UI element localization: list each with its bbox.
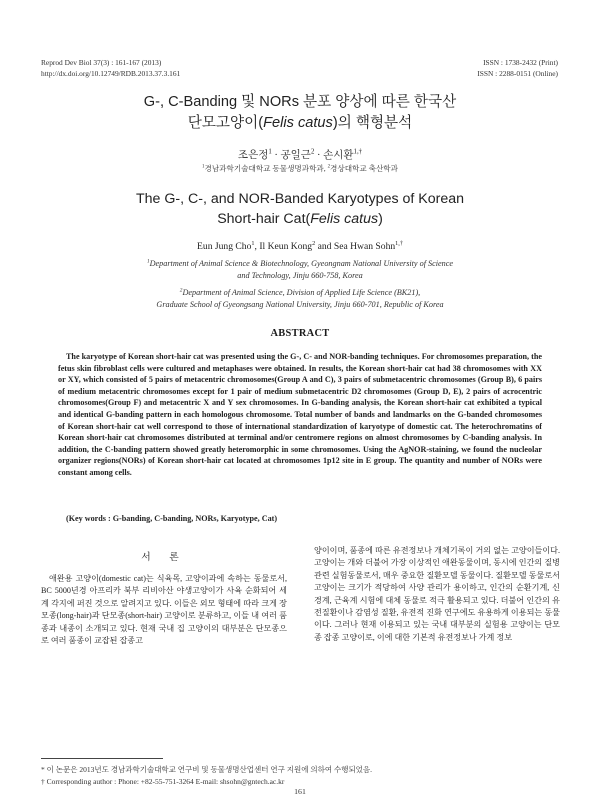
affiliation-en-2: and Technology, Jinju 660-758, Korea bbox=[237, 271, 363, 280]
aff-ko-text1: 경남과학기술대학교 동물생명과학과, bbox=[204, 164, 326, 173]
intro-left-column: 애완용 고양이(domestic cat)는 식육목, 고양이과에 속하는 동물로서, BC 5000년경 아프리카 북부 리비아산 야생고양이가 사육 순화되어 세계 각지에 퍼진 것으로 알려지고 있다. 이들은 외모 형태에 따라 크게 장모종(long-hair)과 단모종(short-hair) 고양이로 분류하고, 이들 내 여러 품종과 내종이 소개되고 있다. 현재 국내 집 고양이의 대부분은 단모종으로 여러 품종이 교잡된 잡종고 bbox=[41, 574, 287, 646]
author-en-1-sup: 1 bbox=[251, 239, 255, 247]
issn-online: ISSN : 2288-0151 (Online) bbox=[477, 68, 558, 78]
aff-en-line3: Department of Animal Science, Division of Applied Life Science (BK21), bbox=[182, 288, 421, 297]
title-ko-line2-pre: 단모고양이( bbox=[187, 115, 264, 131]
aff-en-sup1: 1 bbox=[146, 258, 150, 265]
author-en-3-sup: 1,† bbox=[395, 239, 403, 247]
author-en-and: and bbox=[315, 241, 334, 252]
journal-citation: Reprod Dev Biol 37(3) : 161-167 (2013) bbox=[41, 58, 162, 67]
aff-en-line1: Department of Animal Science & Biotechnology, Gyeongnam National University of Science bbox=[149, 259, 454, 268]
footnote-divider bbox=[41, 758, 163, 759]
issn-print: ISSN : 1738-2432 (Print) bbox=[483, 58, 558, 67]
title-en-line2-post: ) bbox=[378, 211, 383, 227]
author-ko-2: 공일근 bbox=[280, 150, 311, 161]
aff-en-sup2: 2 bbox=[179, 287, 183, 294]
aff-ko-sup1: 1 bbox=[202, 164, 205, 170]
intro-heading: 서 론 bbox=[141, 552, 187, 563]
title-ko-species: Felis catus bbox=[263, 115, 333, 131]
abstract-heading: ABSTRACT bbox=[270, 328, 330, 339]
author-en-1: Eun Jung Cho bbox=[197, 241, 252, 252]
footnote-funding: * 이 논문은 2013년도 경남과학기술대학교 연구비 및 동물생명산업센터 연구 지원에 의하여 수행되었음. bbox=[41, 765, 373, 774]
intro-right-column: 양이이며, 품종에 따른 유전정보나 개체기록이 거의 없는 고양이들이다. 고양이는 개와 더불어 가장 이상적인 애완동물이며, 동시에 인간의 질병 관련 실험동물로서, 매우 중요한 질환모델 동물이다. 질환모델 동물로서 고양이는 크기가 적당하여 사양 관리가 용이하고, 인간의 순환기계, 신경계, 근육계 시험에 대체 동물로 적극 활용되고 있다. 더불어 인간의 유전질환이나 감염성 질환, 유전적 진화 연구에도 유용하게 이용되는 동물이다. 그러나 현재 이용되고 있는 국내 대부분의 실험용 고양이는 단모종 잡종 고양이로, 이에 대한 기본적 유전정보나 가계 정보 bbox=[314, 546, 560, 642]
affiliation-en-4: Graduate School of Gyeongsang National University, Jinju 660-701, Republic of Korea bbox=[156, 300, 444, 309]
author-en-2-sup: 2 bbox=[312, 239, 316, 247]
affiliation-ko bbox=[0, 163, 600, 174]
author-ko-1: 조은정 bbox=[237, 150, 269, 161]
keywords: (Key words : G-banding, C-banding, NORs, Karyotype, Cat) bbox=[66, 514, 278, 523]
author-ko-3-sup: 1,† bbox=[353, 148, 363, 156]
author-ko-2-sup: 2 bbox=[310, 148, 315, 156]
author-en-2: Il Keun Kong bbox=[259, 241, 313, 252]
authors-ko bbox=[0, 147, 600, 162]
title-ko-line1: G-, C-Banding 및 NORs 분포 양상에 따른 한국산 bbox=[143, 94, 457, 110]
footnote-corresponding: † Corresponding author : Phone: +82-55-751-3264 E-mail: shsohn@gntech.ac.kr bbox=[41, 777, 285, 786]
title-en-species: Felis catus bbox=[310, 211, 379, 227]
title-en-line2-pre: Short-hair Cat( bbox=[217, 211, 311, 227]
affiliation-en-3 bbox=[0, 287, 600, 299]
abstract-body: The karyotype of Korean short-hair cat was presented using the G-, C- and NOR-banding techniques. For chromosomes preparation, the fetus skin fibroblast cells were cultured and metaphases were obtained. In results, the Korean short-hair cat had 38 chromosomes with XX or XY, which consisted of 5 pairs of metacentric chromosomes(Group A and C), 3 pairs of submetacentric chromosomes (Group B), 6 pairs of medium metacentric chromosomes except for 1 pair of medium submetacentric D2 chromosomes (Group D, E), 2 pairs of acrocentric chromosomes(Group F) and metacentric X and Y sex chromosomes. In G-banding analysis, the Korean short-hair cat exhibited a typical and identical G-banding pattern in each homologous chromosome. Total number of bands and landmarks on the G-banded chromosomes of Korean short-hair cat well correspond to those of international standardization of karyotype of domestic cat. The heterochromatins of Korean short-hair cat chromosomes distributed at terminal and/or centromere regions on almost chromosomes by C-banding analysis. In addition, the C-banding pattern showed greatly heteromorphic in some chromosomes. Using the AgNOR-staining, we found the nucleolar organizer regions(NORs) of Korean short-hair cat located at chromosomes 1p12 site in E group. The quantity and number of NORs were constant among cells. bbox=[58, 352, 542, 477]
author-ko-3: 손시환 bbox=[323, 150, 354, 161]
author-en-comma: , bbox=[254, 241, 260, 252]
doi-link[interactable]: http://dx.doi.org/10.12749/RDB.2013.37.3.161 bbox=[41, 68, 181, 78]
affiliation-en-1 bbox=[0, 258, 600, 270]
title-en-line2 bbox=[0, 210, 600, 229]
aff-ko-text2: 경상대학교 축산학과 bbox=[330, 164, 398, 173]
author-en-3: Sea Hwan Sohn bbox=[333, 241, 396, 252]
aff-ko-sup2: 2 bbox=[327, 164, 331, 170]
title-en-line1: The G-, C-, and NOR-Banded Karyotypes of Korean bbox=[135, 191, 465, 207]
journal-header bbox=[41, 58, 180, 79]
title-ko-line2-post: )의 핵형분석 bbox=[332, 115, 413, 131]
title-ko-line2 bbox=[0, 113, 600, 133]
author-ko-sep: · bbox=[314, 150, 324, 161]
author-ko-sep: · bbox=[271, 150, 281, 161]
issn-header bbox=[477, 58, 558, 79]
authors-en bbox=[0, 241, 600, 252]
page-number: 161 bbox=[294, 787, 306, 796]
author-ko-1-sup: 1 bbox=[268, 148, 272, 156]
